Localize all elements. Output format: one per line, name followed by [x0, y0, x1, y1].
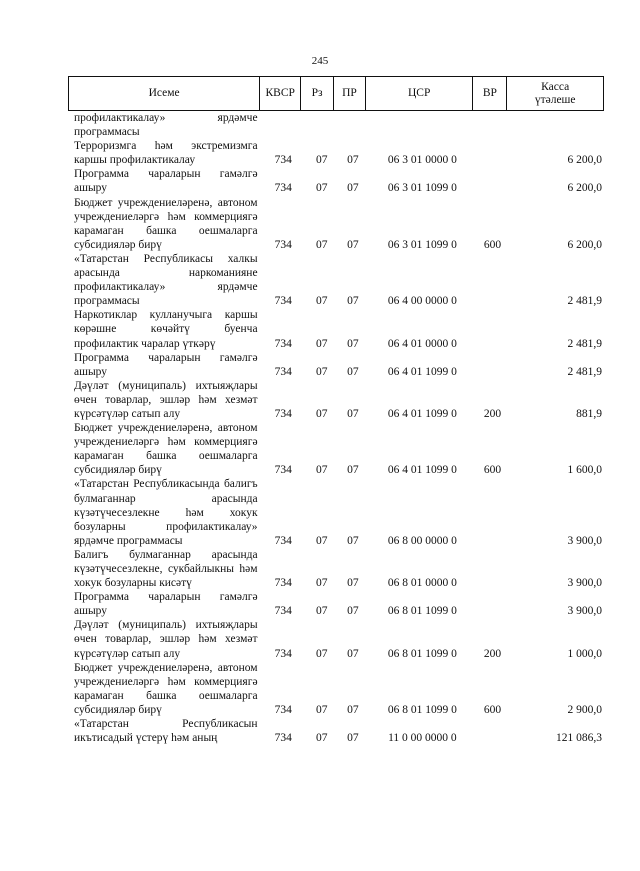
table-row [74, 618, 604, 660]
row-rz: 07 [315, 732, 328, 745]
table-row [74, 379, 604, 421]
row-kassa: 6 200,0 [567, 182, 602, 195]
column-header-csr: ЦСР [366, 77, 474, 110]
row-name: профилактикалау» ярдәмче программасы [74, 112, 258, 139]
table-row [74, 351, 604, 379]
row-pr: 07 [347, 577, 359, 590]
row-kvsr: 734 [274, 534, 292, 547]
row-kvsr: 734 [274, 464, 292, 477]
row-kassa: 6 200,0 [567, 238, 602, 251]
row-kassa: 3 900,0 [567, 534, 602, 547]
row-vr: 600 [483, 703, 502, 716]
row-csr: 11 0 00 0000 0 [388, 732, 457, 745]
row-rz: 07 [315, 577, 328, 590]
row-name: Программа чараларын гамәлгә ашыру [74, 351, 258, 378]
row-kvsr: 734 [274, 154, 292, 167]
table-row [74, 111, 604, 139]
row-kassa: 3 900,0 [567, 577, 602, 590]
row-kvsr: 734 [274, 407, 292, 420]
row-pr: 07 [347, 238, 359, 251]
row-kvsr: 734 [274, 238, 292, 251]
row-name: «Татарстан Республикасы халкы арасында наркоманияне профилактикалау» ярдәмче программасы [74, 252, 258, 308]
row-pr: 07 [347, 365, 359, 378]
row-rz: 07 [315, 295, 328, 308]
row-pr: 07 [347, 407, 359, 420]
row-rz: 07 [315, 182, 328, 195]
row-name: Дәүләт (муниципаль) ихтыяҗлары өчен товарлар, эшләр һәм хезмәт күрсәтүләр сатып алу [74, 619, 258, 660]
row-rz: 07 [315, 605, 328, 618]
row-kvsr: 734 [274, 703, 292, 716]
page-number: 245 [311, 55, 329, 67]
row-kassa: 881,9 [576, 407, 602, 420]
row-csr: 06 4 01 0000 0 [387, 337, 457, 350]
row-rz: 07 [315, 534, 328, 547]
row-pr: 07 [347, 534, 359, 547]
row-kassa: 3 900,0 [567, 605, 602, 618]
row-csr: 06 8 01 1099 0 [387, 703, 457, 716]
row-name: «Татарстан Республикасын икътисадый үстерү һәм аның [74, 718, 258, 745]
row-pr: 07 [347, 154, 359, 167]
row-rz: 07 [315, 647, 328, 660]
column-header-kvsr: КВСР [260, 77, 301, 110]
row-name: Бюджет учреждениеләренә, автоном учреждениеләргә һәм коммерциягә карамаган башка оешмаларга субсидияләр бирү [74, 661, 258, 716]
row-rz: 07 [315, 154, 328, 167]
row-name: Наркотиклар кулланучыга каршы көрәшне көчәйтү буенча профилактик чаралар үткәрү [74, 309, 258, 350]
table-row [74, 421, 604, 477]
row-kassa: 2 900,0 [567, 703, 602, 716]
row-kvsr: 734 [274, 605, 292, 618]
row-name: Программа чараларын гамәлгә ашыру [74, 168, 258, 195]
row-name: Терроризмга һәм экстремизмга каршы профилактикалау [74, 140, 258, 167]
row-kvsr: 734 [274, 365, 292, 378]
row-csr: 06 4 01 1099 0 [387, 464, 457, 477]
row-csr: 06 3 01 1099 0 [387, 238, 457, 251]
table-row [74, 196, 604, 252]
row-vr: 600 [483, 464, 502, 477]
row-rz: 07 [315, 464, 328, 477]
row-kvsr: 734 [274, 732, 292, 745]
row-rz: 07 [315, 407, 328, 420]
row-rz: 07 [315, 703, 328, 716]
row-name: Дәүләт (муниципаль) ихтыяҗлары өчен товарлар, эшләр һәм хезмәт күрсәтүләр сатып алу [74, 379, 258, 420]
row-kassa: 2 481,9 [567, 295, 602, 308]
row-pr: 07 [347, 295, 359, 308]
table-row [74, 252, 604, 308]
row-pr: 07 [347, 605, 359, 618]
row-csr: 06 4 00 0000 0 [387, 295, 457, 308]
table-row [74, 661, 604, 717]
kassa-line-1: Касса [541, 80, 570, 93]
row-name: Бюджет учреждениеләренә, автоном учреждениеләргә һәм коммерциягә карамаган башка оешмаларга субсидияләр бирү [74, 422, 258, 477]
column-header-kassa-text [535, 81, 576, 107]
row-vr: 200 [483, 407, 502, 420]
table-row [74, 139, 604, 167]
row-kvsr: 734 [274, 647, 292, 660]
row-kassa: 2 481,9 [567, 365, 602, 378]
row-csr: 06 3 01 1099 0 [387, 182, 457, 195]
row-rz: 07 [315, 238, 328, 251]
row-pr: 07 [347, 464, 359, 477]
row-name: Балигъ булмаганнар арасында күзәтүчесезлекне, сукбайлыкны һәм хокук бозуларны кисәтү [74, 548, 258, 590]
row-vr: 200 [483, 647, 502, 660]
row-pr: 07 [347, 182, 359, 195]
row-kvsr: 734 [274, 577, 292, 590]
row-csr: 06 8 01 1099 0 [387, 647, 457, 660]
row-csr: 06 4 01 1099 0 [387, 407, 457, 420]
table-row [74, 308, 604, 350]
row-kassa: 6 200,0 [567, 154, 602, 167]
kassa-line-2: үтәлеше [534, 93, 576, 106]
row-kassa: 121 086,3 [556, 732, 602, 745]
row-kvsr: 734 [274, 182, 292, 195]
row-csr: 06 8 01 0000 0 [387, 577, 457, 590]
table-row [74, 717, 604, 745]
column-header-kassa [507, 77, 603, 110]
row-pr: 07 [347, 337, 359, 350]
row-kassa: 2 481,9 [567, 337, 602, 350]
column-header-pr: ПР [334, 77, 366, 110]
row-kvsr: 734 [274, 295, 292, 308]
column-header-rz: Рз [301, 77, 334, 110]
row-kvsr: 734 [274, 337, 292, 350]
row-pr: 07 [347, 703, 359, 716]
table-row [74, 548, 604, 590]
row-csr: 06 8 01 1099 0 [387, 605, 457, 618]
table-body [74, 111, 604, 745]
row-rz: 07 [315, 337, 328, 350]
row-csr: 06 4 01 1099 0 [387, 365, 457, 378]
table-header [68, 76, 604, 111]
row-rz: 07 [315, 365, 328, 378]
row-name: «Татарстан Республикасында балигъ булмаганнар арасында күзәтүчесезлекне һәм хокук бозуларны профилактикалау» ярдәмче программасы [74, 478, 258, 547]
row-kassa: 1 000,0 [567, 647, 602, 660]
row-kassa: 1 600,0 [567, 464, 602, 477]
table-row [74, 167, 604, 195]
row-name: Программа чараларын гамәлгә ашыру [74, 591, 258, 618]
table-row [74, 477, 604, 547]
table-row [74, 590, 604, 618]
row-csr: 06 3 01 0000 0 [387, 154, 457, 167]
row-vr: 600 [483, 238, 502, 251]
row-pr: 07 [347, 732, 359, 745]
row-name: Бюджет учреждениеләренә, автоном учреждениеләргә һәм коммерциягә карамаган башка оешмаларга субсидияләр бирү [74, 196, 258, 251]
column-header-name: Исеме [69, 77, 260, 110]
row-csr: 06 8 00 0000 0 [387, 534, 457, 547]
row-pr: 07 [347, 647, 359, 660]
column-header-vr: ВР [473, 77, 507, 110]
